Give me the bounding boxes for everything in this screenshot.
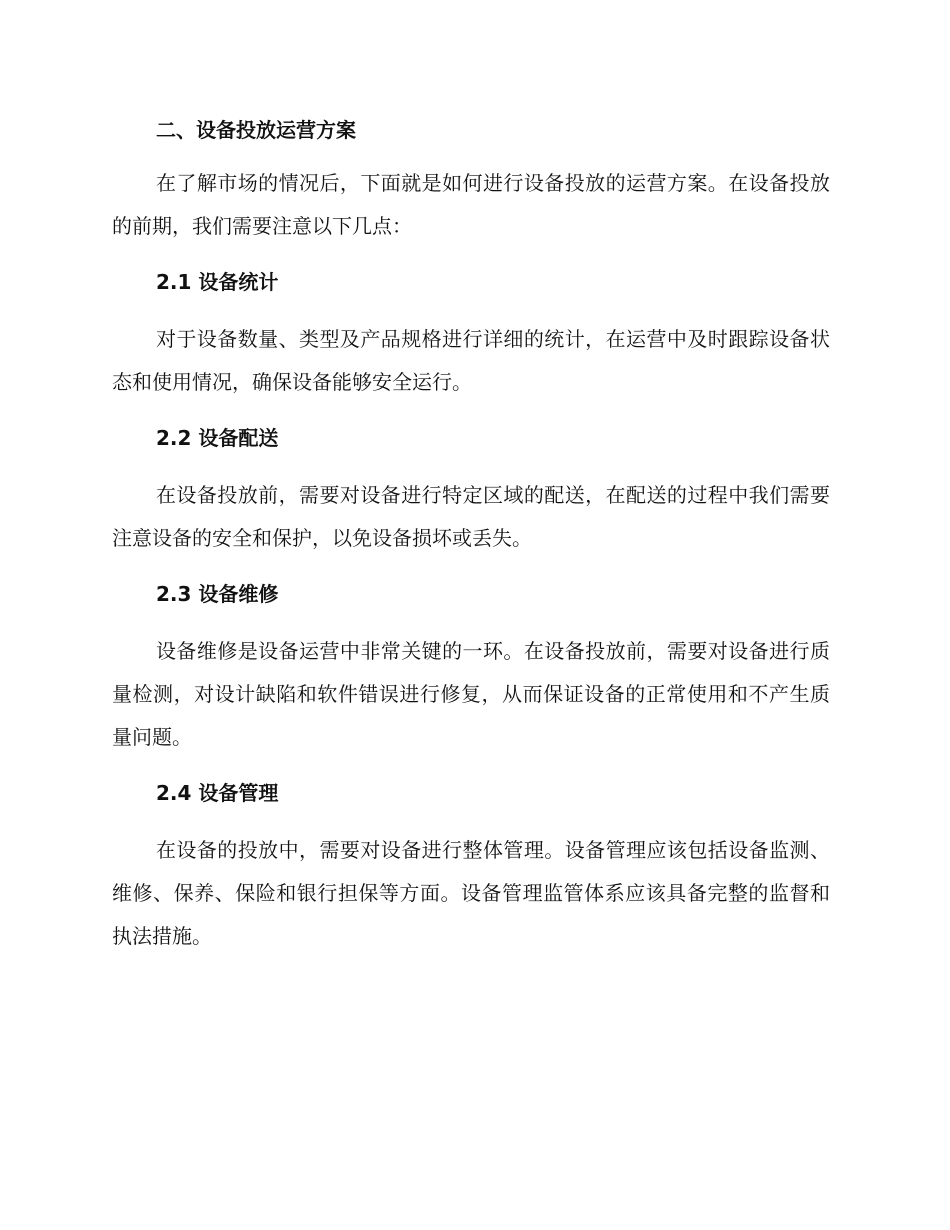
subsection-body-2-4: 在设备的投放中，需要对设备进行整体管理。设备管理应该包括设备监测、维修、保养、保险和银行担保等方面。设备管理监管体系应该具备完整的监督和执法措施。 — [112, 838, 830, 948]
intro-paragraph: 在了解市场的情况后，下面就是如何进行设备投放的运营方案。在设备投放的前期，我们需要注意以下几点： — [112, 171, 830, 238]
subsection-heading-2-3: 2.3 设备维修 — [156, 582, 279, 606]
subsection-body-2-2: 在设备投放前，需要对设备进行特定区域的配送，在配送的过程中我们需要注意设备的安全和保护，以免设备损坏或丢失。 — [112, 483, 830, 550]
subsection-heading-2-1: 2.1 设备统计 — [156, 270, 279, 294]
subsection-heading-2-2: 2.2 设备配送 — [156, 426, 279, 450]
subsection-body-2-3: 设备维修是设备运营中非常关键的一环。在设备投放前，需要对设备进行质量检测，对设计缺陷和软件错误进行修复，从而保证设备的正常使用和不产生质量问题。 — [112, 639, 830, 749]
subsection-body-2-1: 对于设备数量、类型及产品规格进行详细的统计，在运营中及时跟踪设备状态和使用情况，确保设备能够安全运行。 — [112, 327, 830, 394]
document-body — [112, 110, 830, 958]
section-title: 二、设备投放运营方案 — [156, 118, 356, 142]
subsection-heading-2-4: 2.4 设备管理 — [156, 781, 279, 805]
